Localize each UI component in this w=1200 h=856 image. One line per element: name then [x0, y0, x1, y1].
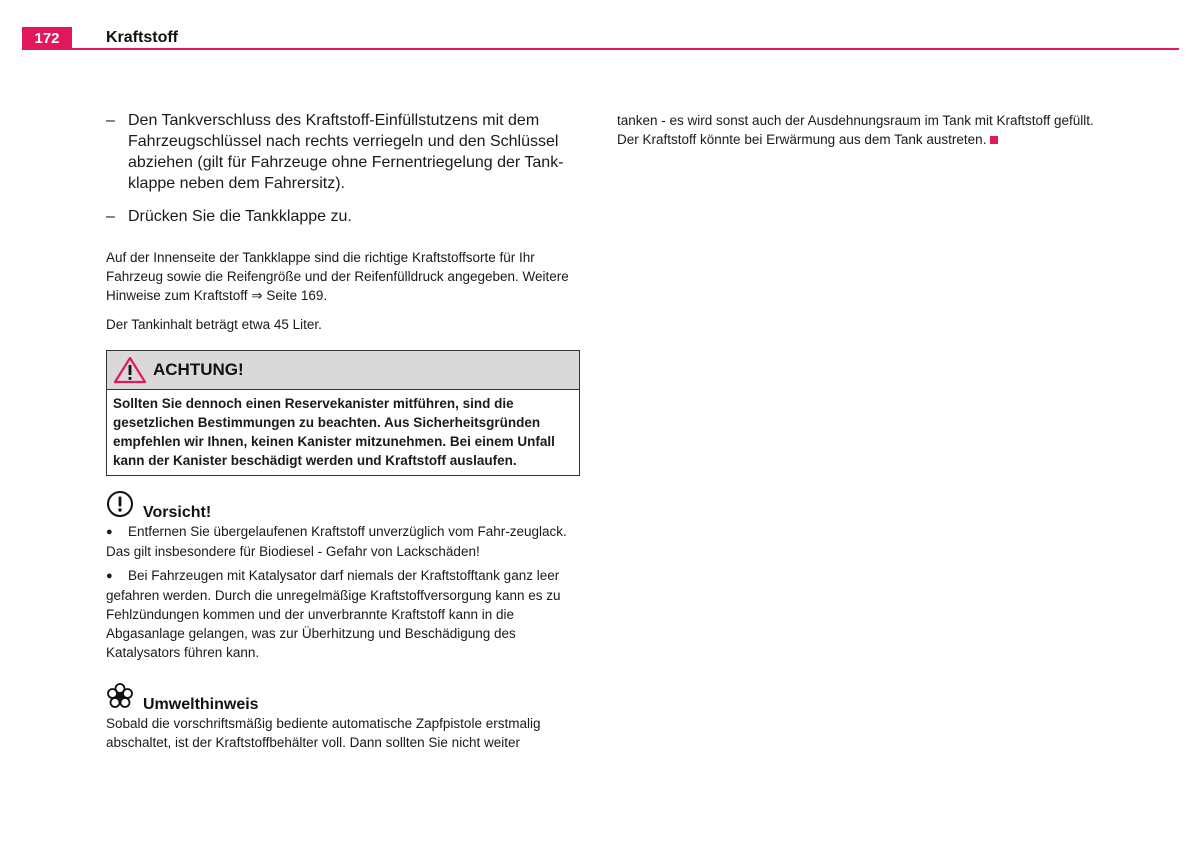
- step-item: [106, 206, 582, 227]
- caution-bullet: [106, 522, 582, 561]
- bullet-marker: ●: [106, 570, 113, 582]
- capacity-paragraph: Der Tankinhalt beträgt etwa 45 Liter.: [106, 317, 322, 332]
- step-text: Den Tankverschluss des Kraftstoff-Einfüllstutzens mit dem Fahrzeugschlüssel nach rechts verriegeln und den Schlüssel abziehen (gilt für Fahrzeuge ohne Fernentriegelung der Tank-klappe neben dem Fahrersitz).: [128, 112, 564, 192]
- info-paragraph: Auf der Innenseite der Tankklappe sind die richtige Kraftstoffsorte für Ihr Fahrzeug sowie die Reifengröße und der Reifenfülldruck angegeben. Weitere Hinweise zum Kraftstoff ⇒ Seite 169.: [106, 250, 569, 303]
- caution-title: Vorsicht!: [143, 504, 212, 521]
- warning-title: ACHTUNG!: [153, 360, 244, 379]
- flower-icon: [106, 682, 134, 710]
- step-item: [106, 110, 582, 194]
- left-column: [106, 110, 582, 762]
- caution-bullet: [106, 566, 582, 662]
- step-marker: –: [106, 208, 115, 225]
- continuation-text: tanken - es wird sonst auch der Ausdehnungsraum im Tank mit Kraftstoff gefüllt. Der Kraftstoff könnte bei Erwärmung aus dem Tank austreten.: [617, 113, 1094, 147]
- bullet-text: Bei Fahrzeugen mit Katalysator darf niemals der Kraftstofftank ganz leer gefahren werden. Durch die unregelmäßige Kraftstoffversorgung kann es zu Fehlzündungen kommen und der unverbrannte Kraftstoff kann in die Abgasanlage gelangen, was zur Überhitzung und Beschädigung des Katalysators führen kann.: [106, 568, 561, 660]
- step-marker: –: [106, 112, 115, 129]
- caution-header: [106, 490, 582, 522]
- step-text: Drücken Sie die Tankklappe zu.: [128, 208, 352, 225]
- end-square-icon: [990, 136, 998, 144]
- warning-box: [106, 350, 580, 476]
- right-column: [617, 111, 1097, 159]
- bullet-marker: ●: [106, 526, 113, 538]
- header-rule: [22, 48, 1179, 50]
- environment-text: Sobald die vorschriftsmäßig bediente automatische Zapfpistole erstmalig abschaltet, ist der Kraftstoffbehälter voll. Dann sollten Sie nicht weiter: [106, 716, 541, 750]
- warning-text: Sollten Sie dennoch einen Reservekanister mitführen, sind die gesetzlichen Bestimmungen zu beachten. Aus Sicherheitsgründen empfehlen wir Ihnen, keinen Kanister mitzunehmen. Bei einem Unfall kann der Kanister beschädigt werden und Kraftstoff auslaufen.: [113, 396, 555, 468]
- continuation-paragraph: [617, 111, 1097, 149]
- warning-triangle-icon: [113, 356, 147, 384]
- bullet-text: Entfernen Sie übergelaufenen Kraftstoff unverzüglich vom Fahr-zeuglack. Das gilt insbesondere für Biodiesel - Gefahr von Lackschäden!: [106, 524, 567, 559]
- page-number: 172: [22, 27, 72, 50]
- environment-header: [106, 682, 582, 714]
- exclamation-circle-icon: [106, 490, 134, 518]
- page-title: Kraftstoff: [106, 29, 178, 46]
- warning-header: [107, 351, 579, 390]
- environment-title: Umwelthinweis: [143, 696, 259, 713]
